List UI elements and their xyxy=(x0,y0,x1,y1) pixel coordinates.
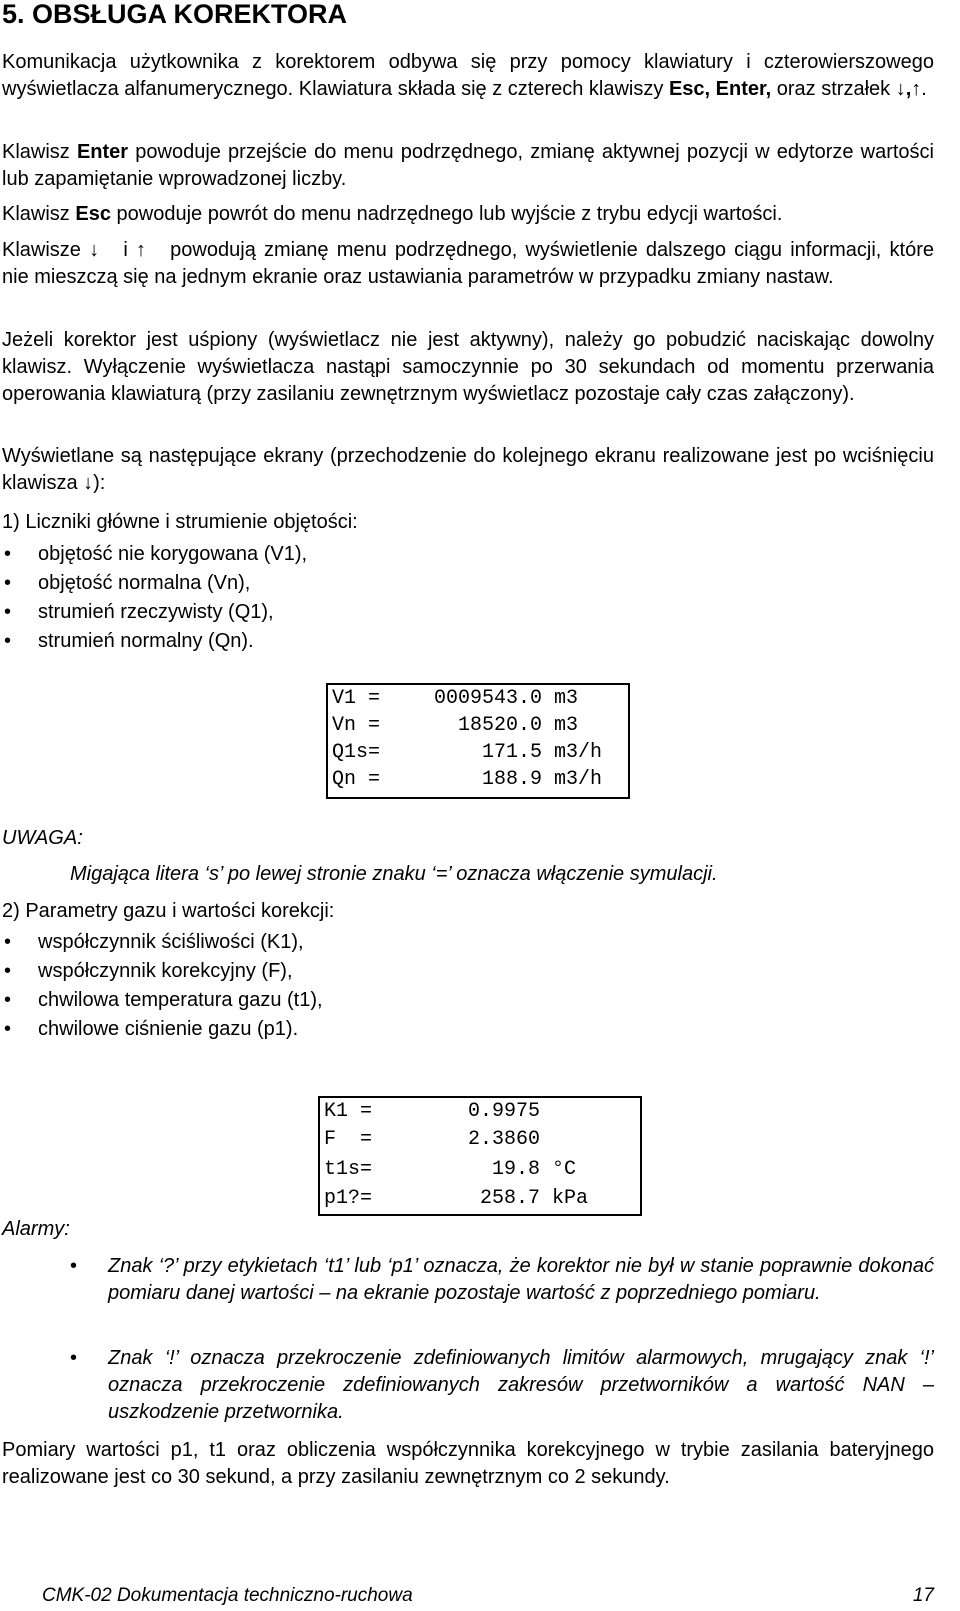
lcd-value: 2.3860 xyxy=(467,1128,540,1151)
lcd-label: V1 = xyxy=(332,687,381,710)
esc-text: powoduje powrót do menu nadrzędnego lub wyjście z trybu edycji wartości. xyxy=(110,203,783,225)
intro-comma: , xyxy=(905,78,912,100)
final-paragraph: Pomiary wartości p1, t1 oraz obliczenia współczynnika korekcyjnego w trybie zasilania bateryjnego realizowane jest co 30 sekund, a przy zasilaniu zewnętrznym co 2 sekundy. xyxy=(2,1439,934,1488)
esc-paragraph xyxy=(2,201,934,228)
screens-close: ): xyxy=(93,472,106,494)
arrows-paragraph xyxy=(2,237,934,291)
intro-text-a: Komunikacja użytkownika z korektorem odbywa się przy pomocy klawiatury i czterowierszowego wyświetlacza alfanumerycznego. Klawiatura składa się z czterech klawiszy xyxy=(2,51,934,100)
arrows-text: powodują zmianę menu podrzędnego, wyświetlenie dalszego ciągu informacji, które nie mieszczą się na jednym ekranie oraz ustawiania parametrów w przypadku zmiany nastaw. xyxy=(2,239,934,288)
intro-paragraph xyxy=(2,49,934,103)
lcd-label: p1?= xyxy=(324,1187,373,1210)
bullet-icon: • xyxy=(70,1347,78,1369)
lcd-value: 18520.0 xyxy=(457,714,542,737)
arrows-i: i xyxy=(115,239,136,261)
alarm-item-text: Znak ‘?’ przy etykietach ‘t1’ lub ‘p1’ oznacza, że korektor nie był w stanie poprawnie dokonać pomiaru danej wartości – na ekranie pozostaje wartość z poprzedniego pomiaru. xyxy=(108,1255,934,1304)
list-item-text: współczynnik korekcyjny (F), xyxy=(38,960,293,982)
screens-paragraph xyxy=(2,443,934,497)
page-number: 17 xyxy=(912,1585,934,1606)
lcd-value: 258.7 xyxy=(479,1187,540,1210)
enter-lead: Klawisz xyxy=(2,141,77,163)
lcd-unit: m3 xyxy=(542,714,579,737)
bullet-icon: • xyxy=(4,1018,12,1040)
lcd-display-gas-parameters xyxy=(318,1096,642,1216)
alarmy-title: Alarmy: xyxy=(2,1218,70,1240)
section1-list xyxy=(0,541,307,657)
list-item xyxy=(0,599,307,628)
bullet-icon: • xyxy=(4,931,12,953)
bullet-icon: • xyxy=(4,960,12,982)
lcd-unit: m3/h xyxy=(542,768,603,791)
enter-text: powoduje przejście do menu podrzędnego, zmianę aktywnej pozycji w edytorze wartości lub zapamiętanie wprowadzonej liczby. xyxy=(2,141,934,190)
lcd-unit: m3 xyxy=(542,687,579,710)
lcd-row xyxy=(324,1126,640,1156)
arrow-up-icon: ↑ xyxy=(911,78,922,100)
lcd-value: 0.9975 xyxy=(467,1100,540,1123)
alarm-item-text: Znak ‘!’ oznacza przekroczenie zdefiniowanych limitów alarmowych, mrugający znak ‘!’ oznacza przekroczenie zdefiniowanych zakresów przetworników a wartość NAN – uszkodzenie przetwornika. xyxy=(108,1347,934,1423)
esc-key: Esc xyxy=(75,203,111,225)
list-item-text: objętość normalna (Vn), xyxy=(38,572,251,594)
section1-title: 1) Liczniki główne i strumienie objętości: xyxy=(2,511,358,533)
arrow-up-icon: ↑ xyxy=(135,239,146,261)
bullet-icon: • xyxy=(70,1255,78,1277)
lcd-label: Q1s= xyxy=(332,741,381,764)
list-item xyxy=(0,929,323,958)
bullet-icon: • xyxy=(4,989,12,1011)
intro-keys: Esc, Enter, xyxy=(668,78,772,100)
list-item-text: strumień rzeczywisty (Q1), xyxy=(38,601,274,623)
arrows-lead: Klawisze xyxy=(2,239,90,261)
lcd-row xyxy=(324,1185,640,1212)
lcd-label: t1s= xyxy=(324,1158,373,1181)
list-item-text: strumień normalny (Qn). xyxy=(38,630,254,652)
list-item-text: objętość nie korygowana (V1), xyxy=(38,543,308,565)
lcd-unit: kPa xyxy=(540,1187,589,1210)
list-item xyxy=(0,958,323,987)
list-item xyxy=(0,570,307,599)
lcd-unit: m3/h xyxy=(542,741,603,764)
list-item-text: chwilowe ciśnienie gazu (p1). xyxy=(38,1018,299,1040)
screens-text: Wyświetlane są następujące ekrany (przechodzenie do kolejnego ekranu realizowane jest po wciśnięciu klawisza xyxy=(2,445,934,494)
bullet-icon: • xyxy=(4,572,12,594)
uwaga-title: UWAGA: xyxy=(2,827,83,849)
section2-list xyxy=(0,929,323,1045)
list-item xyxy=(0,987,323,1016)
lcd-row xyxy=(332,685,628,712)
list-item-text: współczynnik ściśliwości (K1), xyxy=(38,931,304,953)
lcd-label: K1 = xyxy=(324,1100,373,1123)
list-item xyxy=(0,1016,323,1045)
section-heading: 5. OBSŁUGA KOREKTORA xyxy=(2,0,348,29)
intro-text-b: oraz strzałek xyxy=(771,78,896,100)
arrow-down-icon: ↓ xyxy=(83,472,94,494)
arrow-down-icon: ↓ xyxy=(89,239,100,261)
lcd-value: 0009543.0 xyxy=(433,687,542,710)
lcd-unit: °C xyxy=(540,1158,577,1181)
lcd-label: Qn = xyxy=(332,768,381,791)
lcd-label: Vn = xyxy=(332,714,381,737)
uwaga-text: Migająca litera ‘s’ po lewej stronie znaku ‘=’ oznacza włączenie symulacji. xyxy=(70,863,718,885)
section2-title: 2) Parametry gazu i wartości korekcji: xyxy=(2,900,335,922)
lcd-row xyxy=(332,712,628,739)
lcd-value: 171.5 xyxy=(481,741,542,764)
enter-paragraph xyxy=(2,139,934,193)
footer-title: CMK-02 Dokumentacja techniczno-ruchowa xyxy=(42,1585,413,1606)
lcd-value: 188.9 xyxy=(481,768,542,791)
alarm-item xyxy=(70,1253,934,1337)
lcd-row xyxy=(324,1098,640,1126)
lcd-row xyxy=(324,1156,640,1185)
sleep-paragraph: Jeżeli korektor jest uśpiony (wyświetlacz nie jest aktywny), należy go pobudzić naciskając dowolny klawisz. Wyłączenie wyświetlacza nastąpi samoczynnie po 30 sekundach od momentu przerwania operowania klawiaturą (przy zasilaniu zewnętrznym wyświetlacz pozostaje cały czas załączony). xyxy=(2,329,934,405)
esc-lead: Klawisz xyxy=(2,203,76,225)
arrow-down-icon: ↓ xyxy=(895,78,906,100)
lcd-label: F = xyxy=(324,1128,373,1151)
enter-key: Enter xyxy=(76,141,129,163)
bullet-icon: • xyxy=(4,601,12,623)
bullet-icon: • xyxy=(4,543,12,565)
alarm-item xyxy=(70,1345,934,1429)
list-item-text: chwilowa temperatura gazu (t1), xyxy=(38,989,323,1011)
list-item xyxy=(0,541,307,570)
lcd-value: 19.8 xyxy=(491,1158,540,1181)
intro-period: . xyxy=(921,78,927,100)
lcd-display-volumes xyxy=(326,683,630,799)
bullet-icon: • xyxy=(4,630,12,652)
lcd-row xyxy=(332,766,628,793)
list-item xyxy=(0,628,307,657)
lcd-row xyxy=(332,739,628,766)
